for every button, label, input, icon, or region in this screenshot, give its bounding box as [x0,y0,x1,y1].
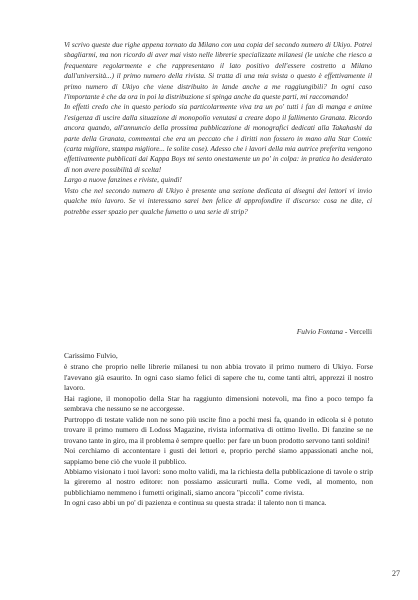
letter-paragraph: Visto che nel secondo numero di Ukiyo è presente una sezione dedicata ai disegni dei lettori vi invio qualche mio lavoro. Se vi interessano sarei ben felice di approfondire il discorso: cosa ne dite, ci potrebbe esser spazio per qualche fumetto o una serie di strip? [64,185,372,216]
reply-paragraph: In ogni caso abbi un po' di pazienza e continua su questa strada: il talento non ti manca. [64,498,327,508]
letter-paragraph: Largo a nuove fanzines e riviste, quindi! [64,175,182,185]
reader-letter [64,40,372,217]
reply-paragraph: Purtroppo di testate valide non ne sono più uscite fino a pochi mesi fa, quando in edicola si è potuto trovare il primo numero di Lodoss Magazine, rivista informativa di ottimo livello. Di fanzine se ne trovano tante in giro, ma il problema è sempre quello: per fare un buon prodotto servono tanti soldini! [64,414,373,445]
reply-paragraph: Abbiamo visionato i tuoi lavori: sono molto validi, ma la richiesta della pubblicazione di tavole o strip la gireremo al nostro editore: non possiamo assicurarti nulla. Come vedi, al momento, non pubblichiamo nemmeno i fumetti originali, siamo ancora "piccoli" come rivista. [64,466,373,497]
letter-paragraph: In effetti credo che in questo periodo sia particolarmente viva tra un po' tutti i fan di manga e anime l'esigenza di uscire dalla situazione di monopolio venutasi a creare dopo il fallimento Granata. Ricordo ancora quando, all'annuncio della prossima pubblicazione di monografici dedicati alla Takahashi da parte della Granata, commentai che era un peccato che i diritti non fossero in mano alla Star Comic (carta migliore, stampa migliore... le solite cose). Adesso che i lavori della mia autrice preferita vengono effettivamente pubblicati dai Kappa Boys mi sento onestamente un po' in colpa: in pratica ho desiderato di non avere possibilità di scelta! [64,102,372,174]
signature-place: Vercelli [349,327,372,336]
reply-paragraph: Hai ragione, il monopolio della Star ha raggiunto dimensioni notevoli, ma fino a poco tempo fa sembrava che nessuno se ne accorgesse. [64,393,373,414]
page-number: 27 [392,569,400,578]
editorial-reply [64,351,373,509]
letter-signature [64,327,372,337]
reply-greeting: Carissimo Fulvio, [64,351,118,360]
reply-paragraph: è strano che proprio nelle librerie milanesi tu non abbia trovato il primo numero di Ukiyo. Forse l'avevano già esaurito. In ogni caso siamo felici di sapere che tu, come tanti altri, apprezzi il nostro lavoro. [64,362,373,393]
letter-paragraph: Vi scrivo queste due righe appena tornato da Milano con una copia del secondo numero di Ukiyo. Potrei sbagliarmi, ma non ricordo di aver mai visto nelle librerie specializzate milanesi (le uniche che riesco a frequentare regolarmente e che rappresentano il lato positivo dell'essere costretto a Milano dall'università...) il primo numero della rivista. Si tratta di una mia svista o questo è effettivamente il primo numero di Ukiyo che viene distribuito in lande anche a me raggiungibili? In ogni caso l'importante è che da ora in poi la distribuzione si spinga anche da queste parti, mi raccomando! [64,40,372,102]
reply-paragraph: Noi cerchiamo di accontentare i gusti dei lettori e, proprio perché siamo appassionati anche noi, sappiamo bene ciò che vuole il pubblico. [64,446,373,466]
signature-separator: - [342,327,350,336]
signature-name: Fulvio Fontana [296,327,343,336]
